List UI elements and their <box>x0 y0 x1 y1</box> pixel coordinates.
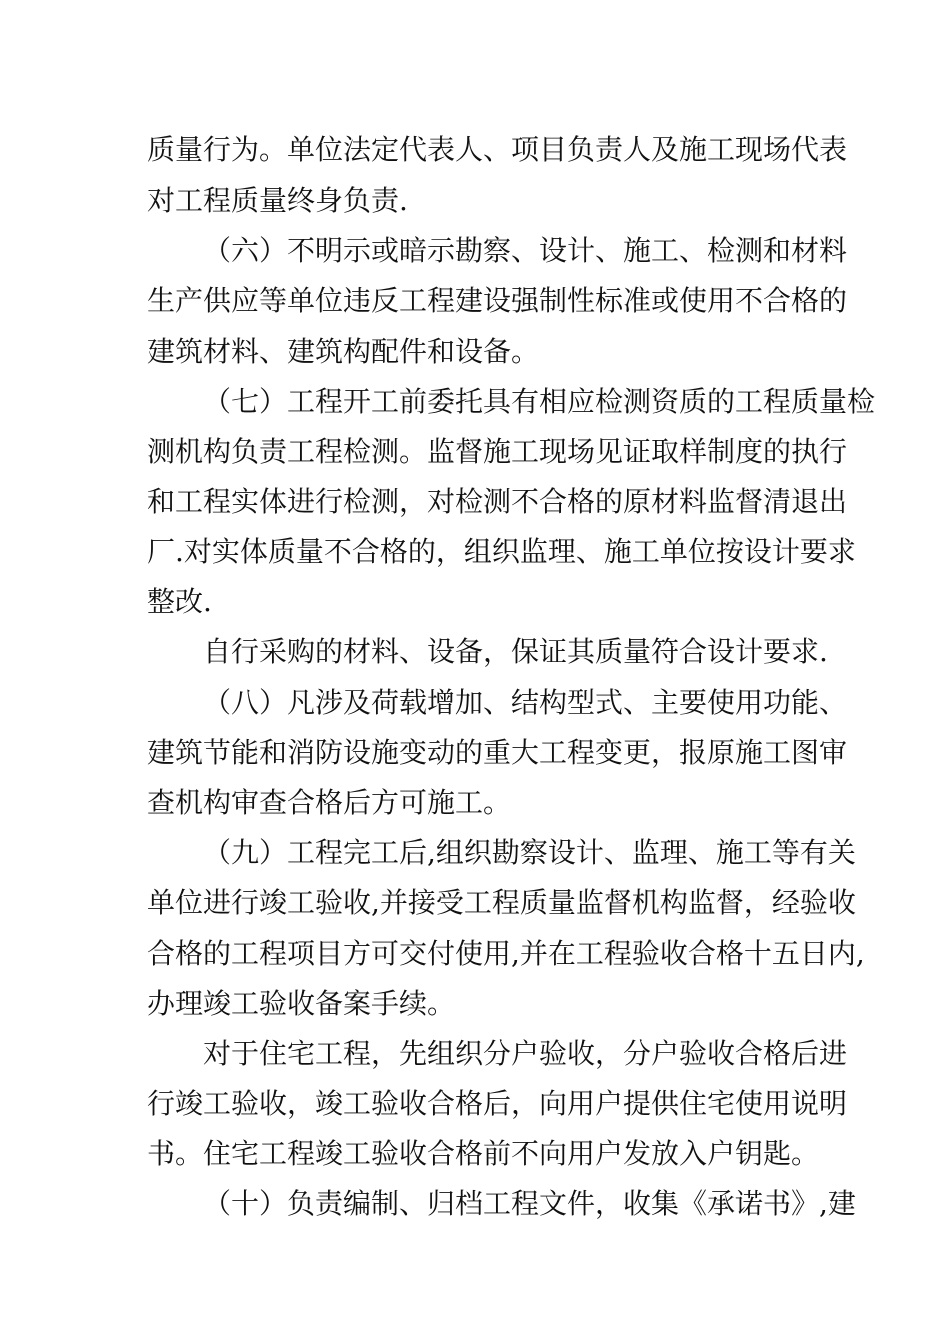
text-line: 整改. <box>147 585 212 618</box>
text-line: 建筑节能和消防设施变动的重大工程变更，报原施工图审 <box>147 736 848 769</box>
text-line: 质量行为。单位法定代表人、项目负责人及施工现场代表 <box>147 133 848 166</box>
text-line: （六）不明示或暗示勘察、设计、施工、检测和材料 <box>203 234 848 267</box>
text-line: 建筑材料、建筑构配件和设备。 <box>147 335 540 368</box>
text-line: （七）工程开工前委托具有相应检测资质的工程质量检 <box>203 385 876 418</box>
text-line: 测机构负责工程检测。监督施工现场见证取样制度的执行 <box>147 435 848 468</box>
text-line: 对于住宅工程，先组织分户验收，分户验收合格后进 <box>203 1037 848 1070</box>
text-line: （八）凡涉及荷载增加、结构型式、主要使用功能、 <box>203 686 848 719</box>
text-line: （十）负责编制、归档工程文件，收集《承诺书》,建 <box>203 1187 856 1220</box>
text-line: 生产供应等单位违反工程建设强制性标准或使用不合格的 <box>147 284 848 317</box>
text-line: 自行采购的材料、设备，保证其质量符合设计要求. <box>203 635 828 668</box>
text-line: 和工程实体进行检测，对检测不合格的原材料监督清退出 <box>147 485 848 518</box>
text-line: （九）工程完工后,组织勘察设计、监理、施工等有关 <box>203 836 856 869</box>
text-line: 厂.对实体质量不合格的，组织监理、施工单位按设计要求 <box>147 535 856 568</box>
text-line: 书。住宅工程竣工验收合格前不向用户发放入户钥匙。 <box>147 1137 820 1170</box>
text-line: 查机构审查合格后方可施工。 <box>147 786 512 819</box>
text-line: 对工程质量终身负责. <box>147 184 408 217</box>
text-line: 合格的工程项目方可交付使用,并在工程验收合格十五日内, <box>147 937 865 970</box>
text-line: 办理竣工验收备案手续。 <box>147 987 456 1020</box>
text-line: 行竣工验收，竣工验收合格后，向用户提供住宅使用说明 <box>147 1087 848 1120</box>
text-line: 单位进行竣工验收,并接受工程质量监督机构监督，经验收 <box>147 886 856 919</box>
